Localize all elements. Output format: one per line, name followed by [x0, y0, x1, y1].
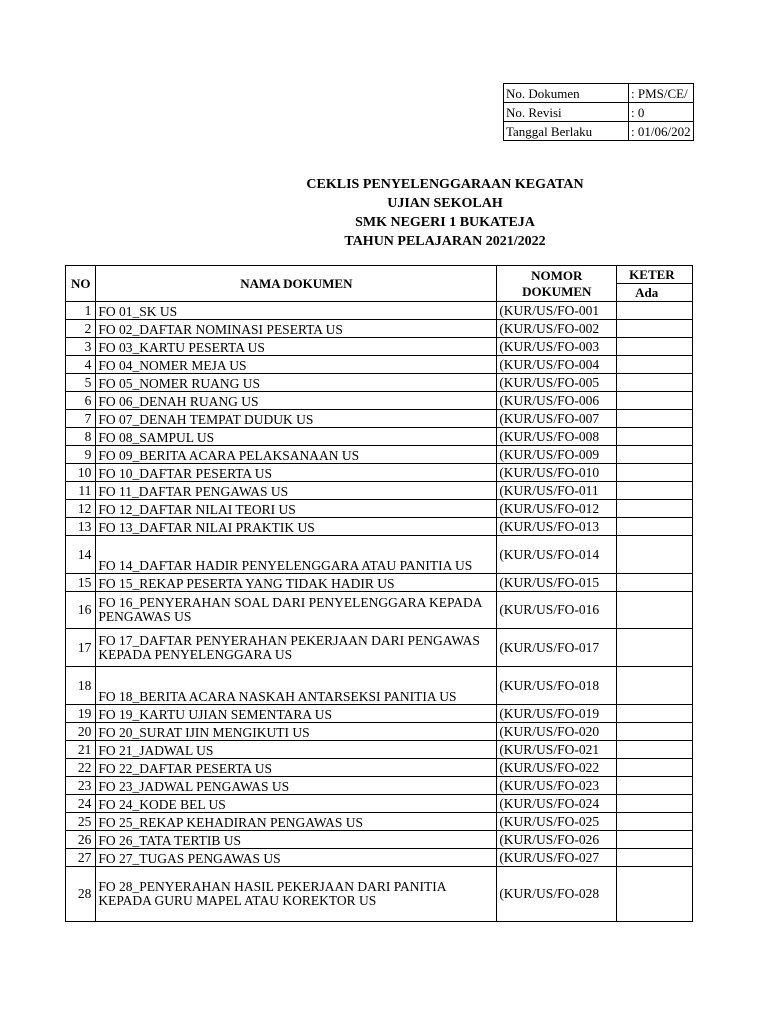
ada-check-cell[interactable]	[617, 831, 693, 849]
document-info-box	[503, 83, 694, 141]
ada-check-cell[interactable]	[617, 446, 693, 464]
ada-check-cell[interactable]	[617, 500, 693, 518]
document-number: (KUR/US/FO-018	[497, 667, 617, 705]
document-number: (KUR/US/FO-024	[497, 795, 617, 813]
document-number: (KUR/US/FO-025	[497, 813, 617, 831]
effective-date-value: : 01/06/202	[629, 122, 694, 141]
document-number: (KUR/US/FO-005	[497, 374, 617, 392]
document-name: FO 15_REKAP PESERTA YANG TIDAK HADIR US	[96, 574, 497, 592]
document-number: (KUR/US/FO-002	[497, 320, 617, 338]
table-body	[66, 302, 693, 922]
document-number: (KUR/US/FO-026	[497, 831, 617, 849]
title-line-3: SMK NEGERI 1 BUKATEJA	[355, 215, 535, 230]
table-row	[66, 428, 693, 446]
document-name: FO 01_SK US	[96, 302, 497, 320]
table-row	[66, 867, 693, 922]
table-row	[66, 849, 693, 867]
table-row	[66, 629, 693, 667]
doc-info-row	[504, 103, 694, 122]
document-number: (KUR/US/FO-020	[497, 723, 617, 741]
table-row	[66, 482, 693, 500]
revision-value: : 0	[629, 103, 694, 122]
table-row	[66, 338, 693, 356]
table-row	[66, 759, 693, 777]
document-number: (KUR/US/FO-019	[497, 705, 617, 723]
table-row	[66, 536, 693, 574]
row-number: 4	[66, 356, 96, 374]
row-number: 6	[66, 392, 96, 410]
row-number: 25	[66, 813, 96, 831]
document-number: (KUR/US/FO-007	[497, 410, 617, 428]
ada-check-cell[interactable]	[617, 320, 693, 338]
ada-check-cell[interactable]	[617, 302, 693, 320]
document-name: FO 19_KARTU UJIAN SEMENTARA US	[96, 705, 497, 723]
document-number: (KUR/US/FO-003	[497, 338, 617, 356]
document-name: FO 07_DENAH TEMPAT DUDUK US	[96, 410, 497, 428]
document-name: FO 08_SAMPUL US	[96, 428, 497, 446]
ada-check-cell[interactable]	[617, 482, 693, 500]
ada-check-cell[interactable]	[617, 518, 693, 536]
table-row	[66, 374, 693, 392]
table-row	[66, 356, 693, 374]
ada-check-cell[interactable]	[617, 629, 693, 667]
table-row	[66, 592, 693, 629]
document-number: (KUR/US/FO-016	[497, 592, 617, 629]
row-number: 26	[66, 831, 96, 849]
row-number: 8	[66, 428, 96, 446]
doc-number-label: No. Dokumen	[504, 84, 629, 103]
document-number: (KUR/US/FO-017	[497, 629, 617, 667]
row-number: 10	[66, 464, 96, 482]
header-nomor-dokumen: NOMOR DOKUMEN	[497, 266, 617, 302]
table-row	[66, 464, 693, 482]
page-title	[200, 175, 690, 251]
row-number: 7	[66, 410, 96, 428]
ada-check-cell[interactable]	[617, 849, 693, 867]
effective-date-label: Tanggal Berlaku	[504, 122, 629, 141]
table-row	[66, 795, 693, 813]
document-name: FO 11_DAFTAR PENGAWAS US	[96, 482, 497, 500]
document-number: (KUR/US/FO-015	[497, 574, 617, 592]
row-number: 20	[66, 723, 96, 741]
document-name: FO 28_PENYERAHAN HASIL PEKERJAAN DARI PANITIA KEPADA GURU MAPEL ATAU KOREKTOR US	[96, 867, 497, 922]
table-row	[66, 813, 693, 831]
row-number: 2	[66, 320, 96, 338]
row-number: 16	[66, 592, 96, 629]
row-number: 9	[66, 446, 96, 464]
document-name: FO 18_BERITA ACARA NASKAH ANTARSEKSI PANITIA US	[96, 667, 497, 705]
document-name: FO 13_DAFTAR NILAI PRAKTIK US	[96, 518, 497, 536]
checklist-table-wrapper	[65, 265, 693, 922]
document-number: (KUR/US/FO-022	[497, 759, 617, 777]
ada-check-cell[interactable]	[617, 428, 693, 446]
row-number: 15	[66, 574, 96, 592]
ada-check-cell[interactable]	[617, 574, 693, 592]
table-row	[66, 741, 693, 759]
table-row	[66, 777, 693, 795]
header-nama-dokumen: NAMA DOKUMEN	[96, 266, 497, 302]
table-row	[66, 500, 693, 518]
document-number: (KUR/US/FO-006	[497, 392, 617, 410]
document-name: FO 02_DAFTAR NOMINASI PESERTA US	[96, 320, 497, 338]
table-row	[66, 574, 693, 592]
row-number: 21	[66, 741, 96, 759]
ada-check-cell[interactable]	[617, 667, 693, 705]
title-line-4: TAHUN PELAJARAN 2021/2022	[344, 234, 546, 249]
row-number: 24	[66, 795, 96, 813]
document-name: FO 12_DAFTAR NILAI TEORI US	[96, 500, 497, 518]
document-name: FO 22_DAFTAR PESERTA US	[96, 759, 497, 777]
header-no: NO	[66, 266, 96, 302]
table-row	[66, 446, 693, 464]
table-row	[66, 302, 693, 320]
title-line-2: UJIAN SEKOLAH	[387, 196, 503, 211]
row-number: 12	[66, 500, 96, 518]
document-name: FO 05_NOMER RUANG US	[96, 374, 497, 392]
row-number: 1	[66, 302, 96, 320]
row-number: 28	[66, 867, 96, 922]
ada-check-cell[interactable]	[617, 374, 693, 392]
table-row	[66, 723, 693, 741]
document-name: FO 23_JADWAL PENGAWAS US	[96, 777, 497, 795]
row-number: 14	[66, 536, 96, 574]
document-number: (KUR/US/FO-004	[497, 356, 617, 374]
ada-check-cell[interactable]	[617, 867, 693, 922]
row-number: 3	[66, 338, 96, 356]
table-row	[66, 705, 693, 723]
document-name: FO 24_KODE BEL US	[96, 795, 497, 813]
document-number: (KUR/US/FO-023	[497, 777, 617, 795]
ada-check-cell[interactable]	[617, 592, 693, 629]
ada-check-cell[interactable]	[617, 338, 693, 356]
document-number: (KUR/US/FO-028	[497, 867, 617, 922]
row-number: 18	[66, 667, 96, 705]
document-name: FO 06_DENAH RUANG US	[96, 392, 497, 410]
table-row	[66, 320, 693, 338]
document-name: FO 03_KARTU PESERTA US	[96, 338, 497, 356]
document-name: FO 27_TUGAS PENGAWAS US	[96, 849, 497, 867]
ada-check-cell[interactable]	[617, 723, 693, 741]
table-row	[66, 392, 693, 410]
ada-check-cell[interactable]	[617, 536, 693, 574]
row-number: 22	[66, 759, 96, 777]
document-name: FO 14_DAFTAR HADIR PENYELENGGARA ATAU PANITIA US	[96, 536, 497, 574]
header-row	[66, 266, 693, 284]
table-row	[66, 518, 693, 536]
ada-check-cell[interactable]	[617, 795, 693, 813]
document-number: (KUR/US/FO-021	[497, 741, 617, 759]
table-row	[66, 831, 693, 849]
header-ada: Ada	[617, 284, 693, 302]
ada-check-cell[interactable]	[617, 813, 693, 831]
ada-check-cell[interactable]	[617, 759, 693, 777]
row-number: 23	[66, 777, 96, 795]
row-number: 5	[66, 374, 96, 392]
row-number: 19	[66, 705, 96, 723]
ada-check-cell[interactable]	[617, 356, 693, 374]
document-name: FO 09_BERITA ACARA PELAKSANAAN US	[96, 446, 497, 464]
document-name: FO 16_PENYERAHAN SOAL DARI PENYELENGGARA KEPADA PENGAWAS US	[96, 592, 497, 629]
revision-label: No. Revisi	[504, 103, 629, 122]
row-number: 17	[66, 629, 96, 667]
row-number: 11	[66, 482, 96, 500]
checklist-table	[65, 265, 693, 922]
ada-check-cell[interactable]	[617, 741, 693, 759]
document-number: (KUR/US/FO-008	[497, 428, 617, 446]
document-number: (KUR/US/FO-014	[497, 536, 617, 574]
document-number: (KUR/US/FO-027	[497, 849, 617, 867]
ada-check-cell[interactable]	[617, 464, 693, 482]
title-line-1: CEKLIS PENYELENGGARAAN KEGATAN	[306, 177, 584, 192]
table-row	[66, 410, 693, 428]
document-name: FO 26_TATA TERTIB US	[96, 831, 497, 849]
document-number: (KUR/US/FO-012	[497, 500, 617, 518]
row-number: 13	[66, 518, 96, 536]
ada-check-cell[interactable]	[617, 392, 693, 410]
ada-check-cell[interactable]	[617, 410, 693, 428]
doc-info-row	[504, 122, 694, 141]
ada-check-cell[interactable]	[617, 777, 693, 795]
document-number: (KUR/US/FO-001	[497, 302, 617, 320]
header-keterangan: KETER	[617, 266, 693, 284]
document-number: (KUR/US/FO-013	[497, 518, 617, 536]
document-number: (KUR/US/FO-009	[497, 446, 617, 464]
document-name: FO 25_REKAP KEHADIRAN PENGAWAS US	[96, 813, 497, 831]
document-number: (KUR/US/FO-011	[497, 482, 617, 500]
ada-check-cell[interactable]	[617, 705, 693, 723]
row-number: 27	[66, 849, 96, 867]
document-name: FO 20_SURAT IJIN MENGIKUTI US	[96, 723, 497, 741]
document-name: FO 17_DAFTAR PENYERAHAN PEKERJAAN DARI PENGAWAS KEPADA PENYELENGGARA US	[96, 629, 497, 667]
document-name: FO 21_JADWAL US	[96, 741, 497, 759]
document-name: FO 10_DAFTAR PESERTA US	[96, 464, 497, 482]
document-number: (KUR/US/FO-010	[497, 464, 617, 482]
doc-info-row	[504, 84, 694, 103]
table-row	[66, 667, 693, 705]
doc-number-value: : PMS/CE/	[629, 84, 694, 103]
document-name: FO 04_NOMER MEJA US	[96, 356, 497, 374]
